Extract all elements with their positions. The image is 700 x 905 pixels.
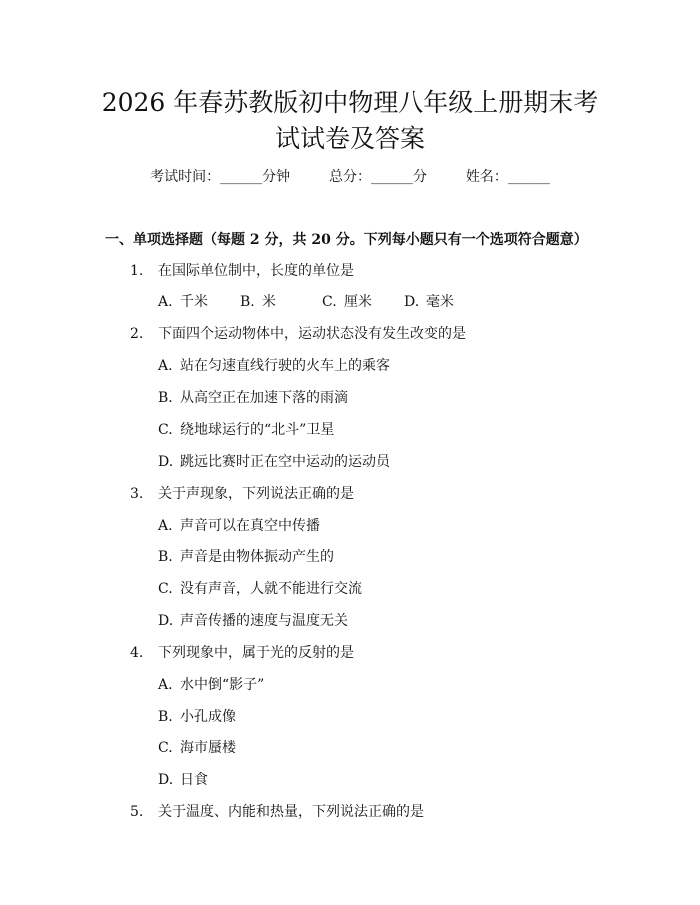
option-b: B. 米 <box>240 294 276 310</box>
exam-title-line-1: 2026 年春苏教版初中物理八年级上册期末考 <box>101 88 599 117</box>
option-a: A. 千米 <box>158 294 208 310</box>
option-a: A. 站在匀速直线行驶的火车上的乘客 <box>158 358 390 374</box>
question-number: 5. <box>130 804 144 820</box>
option-b: B. 小孔成像 <box>158 709 236 725</box>
option-d: D. 毫米 <box>404 294 454 310</box>
section-heading: 一、单项选择题（每题 2 分，共 20 分。下列每小题只有一个选项符合题意） <box>105 232 588 248</box>
option-d: D. 跳远比赛时正在空中运动的运动员 <box>158 454 390 470</box>
question-number: 3. <box>130 486 144 502</box>
option-d: D. 日食 <box>158 772 208 788</box>
exam-title-line-2: 试试卷及答案 <box>274 124 425 153</box>
question-2 <box>130 323 466 345</box>
option-b: B. 从高空正在加速下落的雨滴 <box>158 390 348 406</box>
exam-time-field: 考试时间：______分钟 <box>150 169 291 185</box>
question-1 <box>130 260 354 282</box>
question-text: 下列现象中，属于光的反射的是 <box>158 645 354 661</box>
question-5 <box>130 801 424 823</box>
option-d: D. 声音传播的速度与温度无关 <box>158 613 348 629</box>
option-a: A. 水中倒“影子” <box>158 677 265 693</box>
question-text: 关于声现象，下列说法正确的是 <box>158 486 354 502</box>
option-c: C. 厘米 <box>322 294 372 310</box>
question-number: 1. <box>130 263 144 279</box>
question-3 <box>130 483 354 505</box>
option-a: A. 声音可以在真空中传播 <box>158 518 320 534</box>
name-field: 姓名：______ <box>465 169 550 185</box>
question-text: 关于温度、内能和热量，下列说法正确的是 <box>158 804 424 820</box>
question-text: 在国际单位制中，长度的单位是 <box>158 263 354 279</box>
question-1-options <box>158 291 454 313</box>
option-c: C. 海市蜃楼 <box>158 740 236 756</box>
option-c: C. 绕地球运行的“北斗”卫星 <box>158 422 335 438</box>
total-score-field: 总分：______分 <box>329 169 427 185</box>
question-number: 4. <box>130 645 144 661</box>
question-number: 2. <box>130 326 144 342</box>
option-c: C. 没有声音，人就不能进行交流 <box>158 581 362 597</box>
question-4 <box>130 642 354 664</box>
exam-meta <box>0 166 700 188</box>
question-text: 下面四个运动物体中，运动状态没有发生改变的是 <box>158 326 466 342</box>
option-b: B. 声音是由物体振动产生的 <box>158 549 334 565</box>
